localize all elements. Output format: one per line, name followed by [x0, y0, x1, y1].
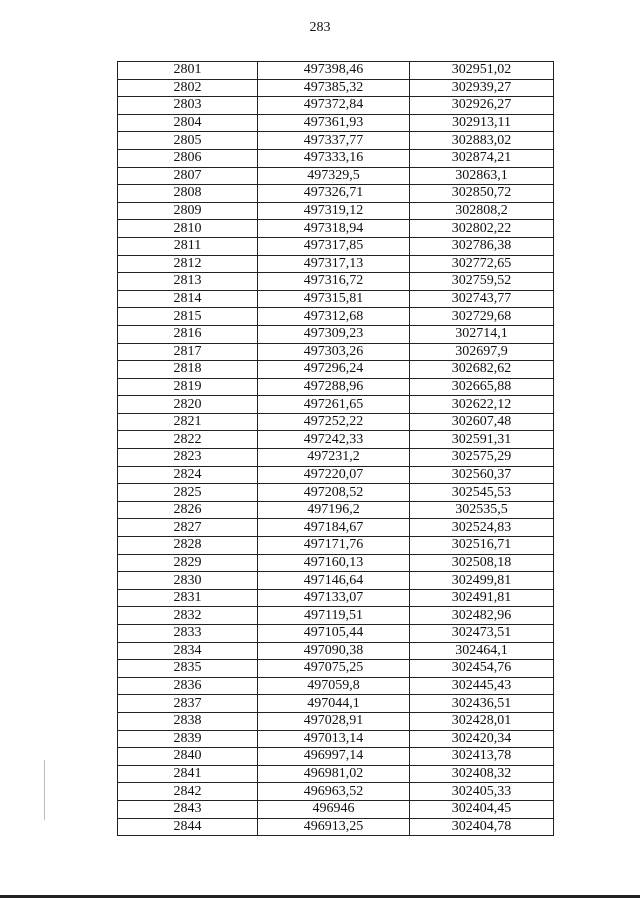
point-number-cell: 2823 — [118, 449, 258, 467]
point-number-cell: 2841 — [118, 765, 258, 783]
point-number-cell: 2818 — [118, 361, 258, 379]
y-coordinate-cell: 302913,11 — [410, 114, 554, 132]
table-row — [118, 730, 554, 748]
table-row — [118, 449, 554, 467]
table-row — [118, 748, 554, 766]
point-number-cell: 2838 — [118, 712, 258, 730]
x-coordinate-cell: 497315,81 — [258, 290, 410, 308]
y-coordinate-cell: 302482,96 — [410, 607, 554, 625]
table-row — [118, 361, 554, 379]
point-number-cell: 2842 — [118, 783, 258, 801]
point-number-cell: 2825 — [118, 484, 258, 502]
x-coordinate-cell: 497119,51 — [258, 607, 410, 625]
x-coordinate-cell: 496913,25 — [258, 818, 410, 836]
y-coordinate-cell: 302883,02 — [410, 132, 554, 150]
x-coordinate-cell: 497184,67 — [258, 519, 410, 537]
table-row — [118, 660, 554, 678]
x-coordinate-cell: 497318,94 — [258, 220, 410, 238]
scan-edge-mark — [44, 760, 45, 820]
y-coordinate-cell: 302473,51 — [410, 625, 554, 643]
table-row — [118, 466, 554, 484]
table-row — [118, 114, 554, 132]
x-coordinate-cell: 497208,52 — [258, 484, 410, 502]
x-coordinate-cell: 496981,02 — [258, 765, 410, 783]
table-row — [118, 167, 554, 185]
point-number-cell: 2815 — [118, 308, 258, 326]
x-coordinate-cell: 497252,22 — [258, 413, 410, 431]
x-coordinate-cell: 497326,71 — [258, 185, 410, 203]
table-row — [118, 149, 554, 167]
point-number-cell: 2817 — [118, 343, 258, 361]
table-row — [118, 79, 554, 97]
x-coordinate-cell: 497105,44 — [258, 625, 410, 643]
table-row — [118, 62, 554, 80]
point-number-cell: 2840 — [118, 748, 258, 766]
point-number-cell: 2807 — [118, 167, 258, 185]
table-row — [118, 554, 554, 572]
x-coordinate-cell: 497028,91 — [258, 712, 410, 730]
y-coordinate-cell: 302454,76 — [410, 660, 554, 678]
point-number-cell: 2836 — [118, 677, 258, 695]
y-coordinate-cell: 302464,1 — [410, 642, 554, 660]
x-coordinate-cell: 497146,64 — [258, 572, 410, 590]
y-coordinate-cell: 302772,65 — [410, 255, 554, 273]
x-coordinate-cell: 497333,16 — [258, 149, 410, 167]
point-number-cell: 2828 — [118, 537, 258, 555]
table-row — [118, 484, 554, 502]
table-row — [118, 783, 554, 801]
table-row — [118, 589, 554, 607]
point-number-cell: 2811 — [118, 237, 258, 255]
table-row — [118, 607, 554, 625]
y-coordinate-cell: 302729,68 — [410, 308, 554, 326]
x-coordinate-cell: 497372,84 — [258, 97, 410, 115]
point-number-cell: 2839 — [118, 730, 258, 748]
table-row — [118, 255, 554, 273]
y-coordinate-cell: 302665,88 — [410, 378, 554, 396]
x-coordinate-cell: 496963,52 — [258, 783, 410, 801]
x-coordinate-cell: 497316,72 — [258, 273, 410, 291]
y-coordinate-cell: 302697,9 — [410, 343, 554, 361]
y-coordinate-cell: 302802,22 — [410, 220, 554, 238]
y-coordinate-cell: 302499,81 — [410, 572, 554, 590]
table-row — [118, 431, 554, 449]
x-coordinate-cell: 497398,46 — [258, 62, 410, 80]
x-coordinate-cell: 497090,38 — [258, 642, 410, 660]
table-row — [118, 642, 554, 660]
y-coordinate-cell: 302545,53 — [410, 484, 554, 502]
table-row — [118, 501, 554, 519]
page-number: 283 — [309, 20, 331, 35]
table-row — [118, 185, 554, 203]
y-coordinate-cell: 302939,27 — [410, 79, 554, 97]
point-number-cell: 2806 — [118, 149, 258, 167]
point-number-cell: 2802 — [118, 79, 258, 97]
point-number-cell: 2816 — [118, 325, 258, 343]
table-row — [118, 695, 554, 713]
point-number-cell: 2833 — [118, 625, 258, 643]
y-coordinate-cell: 302524,83 — [410, 519, 554, 537]
x-coordinate-cell: 497013,14 — [258, 730, 410, 748]
y-coordinate-cell: 302622,12 — [410, 396, 554, 414]
y-coordinate-cell: 302575,29 — [410, 449, 554, 467]
point-number-cell: 2821 — [118, 413, 258, 431]
point-number-cell: 2820 — [118, 396, 258, 414]
point-number-cell: 2803 — [118, 97, 258, 115]
x-coordinate-cell: 497361,93 — [258, 114, 410, 132]
x-coordinate-cell: 497288,96 — [258, 378, 410, 396]
table-row — [118, 677, 554, 695]
point-number-cell: 2819 — [118, 378, 258, 396]
point-number-cell: 2804 — [118, 114, 258, 132]
y-coordinate-cell: 302408,32 — [410, 765, 554, 783]
table-row — [118, 325, 554, 343]
x-coordinate-cell: 497220,07 — [258, 466, 410, 484]
x-coordinate-cell: 497317,13 — [258, 255, 410, 273]
y-coordinate-cell: 302491,81 — [410, 589, 554, 607]
table-row — [118, 290, 554, 308]
point-number-cell: 2843 — [118, 800, 258, 818]
x-coordinate-cell: 497242,33 — [258, 431, 410, 449]
y-coordinate-cell: 302405,33 — [410, 783, 554, 801]
y-coordinate-cell: 302874,21 — [410, 149, 554, 167]
y-coordinate-cell: 302445,43 — [410, 677, 554, 695]
x-coordinate-cell: 497261,65 — [258, 396, 410, 414]
point-number-cell: 2810 — [118, 220, 258, 238]
y-coordinate-cell: 302863,1 — [410, 167, 554, 185]
y-coordinate-cell: 302436,51 — [410, 695, 554, 713]
x-coordinate-cell: 497296,24 — [258, 361, 410, 379]
y-coordinate-cell: 302508,18 — [410, 554, 554, 572]
table-row — [118, 818, 554, 836]
y-coordinate-cell: 302413,78 — [410, 748, 554, 766]
y-coordinate-cell: 302516,71 — [410, 537, 554, 555]
x-coordinate-cell: 497309,23 — [258, 325, 410, 343]
x-coordinate-cell: 496997,14 — [258, 748, 410, 766]
y-coordinate-cell: 302591,31 — [410, 431, 554, 449]
table-row — [118, 396, 554, 414]
point-number-cell: 2844 — [118, 818, 258, 836]
x-coordinate-cell: 497044,1 — [258, 695, 410, 713]
point-number-cell: 2809 — [118, 202, 258, 220]
table-row — [118, 343, 554, 361]
point-number-cell: 2830 — [118, 572, 258, 590]
table-row — [118, 625, 554, 643]
x-coordinate-cell: 497329,5 — [258, 167, 410, 185]
table-row — [118, 765, 554, 783]
x-coordinate-cell: 497303,26 — [258, 343, 410, 361]
table-row — [118, 220, 554, 238]
table-row — [118, 308, 554, 326]
y-coordinate-cell: 302428,01 — [410, 712, 554, 730]
point-number-cell: 2801 — [118, 62, 258, 80]
table-row — [118, 378, 554, 396]
y-coordinate-cell: 302404,78 — [410, 818, 554, 836]
point-number-cell: 2834 — [118, 642, 258, 660]
point-number-cell: 2808 — [118, 185, 258, 203]
y-coordinate-cell: 302808,2 — [410, 202, 554, 220]
x-coordinate-cell: 496946 — [258, 800, 410, 818]
y-coordinate-cell: 302926,27 — [410, 97, 554, 115]
point-number-cell: 2813 — [118, 273, 258, 291]
table-row — [118, 413, 554, 431]
point-number-cell: 2829 — [118, 554, 258, 572]
table-row — [118, 132, 554, 150]
point-number-cell: 2814 — [118, 290, 258, 308]
table-row — [118, 537, 554, 555]
x-coordinate-cell: 497337,77 — [258, 132, 410, 150]
x-coordinate-cell: 497075,25 — [258, 660, 410, 678]
point-number-cell: 2835 — [118, 660, 258, 678]
y-coordinate-cell: 302759,52 — [410, 273, 554, 291]
x-coordinate-cell: 497196,2 — [258, 501, 410, 519]
point-number-cell: 2837 — [118, 695, 258, 713]
y-coordinate-cell: 302682,62 — [410, 361, 554, 379]
table-row — [118, 519, 554, 537]
table-row — [118, 202, 554, 220]
table-row — [118, 712, 554, 730]
point-number-cell: 2812 — [118, 255, 258, 273]
y-coordinate-cell: 302607,48 — [410, 413, 554, 431]
table-row — [118, 97, 554, 115]
x-coordinate-cell: 497160,13 — [258, 554, 410, 572]
x-coordinate-cell: 497385,32 — [258, 79, 410, 97]
x-coordinate-cell: 497317,85 — [258, 237, 410, 255]
table-row — [118, 237, 554, 255]
x-coordinate-cell: 497319,12 — [258, 202, 410, 220]
point-number-cell: 2805 — [118, 132, 258, 150]
y-coordinate-cell: 302714,1 — [410, 325, 554, 343]
table-row — [118, 273, 554, 291]
point-number-cell: 2824 — [118, 466, 258, 484]
y-coordinate-cell: 302535,5 — [410, 501, 554, 519]
point-number-cell: 2826 — [118, 501, 258, 519]
table-row — [118, 572, 554, 590]
x-coordinate-cell: 497059,8 — [258, 677, 410, 695]
x-coordinate-cell: 497312,68 — [258, 308, 410, 326]
table-body — [118, 62, 554, 836]
y-coordinate-cell: 302404,45 — [410, 800, 554, 818]
table-row — [118, 800, 554, 818]
y-coordinate-cell: 302560,37 — [410, 466, 554, 484]
point-number-cell: 2827 — [118, 519, 258, 537]
y-coordinate-cell: 302951,02 — [410, 62, 554, 80]
coordinates-table — [117, 61, 554, 836]
point-number-cell: 2822 — [118, 431, 258, 449]
y-coordinate-cell: 302850,72 — [410, 185, 554, 203]
y-coordinate-cell: 302743,77 — [410, 290, 554, 308]
x-coordinate-cell: 497133,07 — [258, 589, 410, 607]
x-coordinate-cell: 497231,2 — [258, 449, 410, 467]
point-number-cell: 2831 — [118, 589, 258, 607]
point-number-cell: 2832 — [118, 607, 258, 625]
y-coordinate-cell: 302420,34 — [410, 730, 554, 748]
y-coordinate-cell: 302786,38 — [410, 237, 554, 255]
x-coordinate-cell: 497171,76 — [258, 537, 410, 555]
